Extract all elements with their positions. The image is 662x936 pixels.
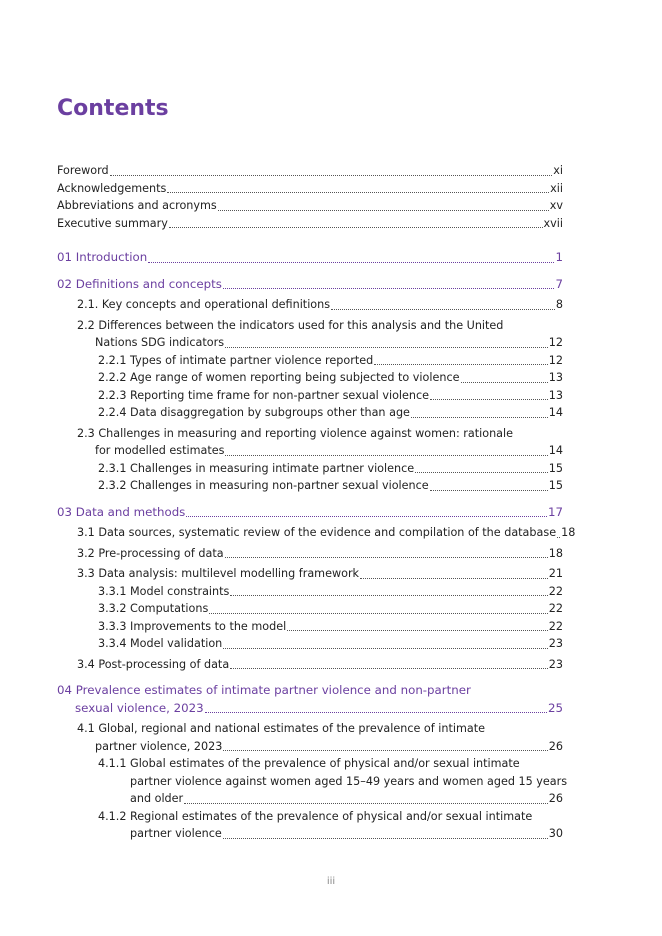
toc-entry-text: 01 Introduction (57, 250, 148, 264)
dot-leader (205, 712, 547, 713)
toc-section-2-2-4[interactable] (57, 404, 563, 422)
toc-entry-text-continued: and older (130, 792, 184, 805)
toc-section-2-2-2[interactable] (57, 369, 563, 387)
toc-entry-text: 3.3 Data analysis: multilevel modelling framework (77, 567, 360, 580)
dot-leader (225, 557, 548, 558)
toc-entry-foreword[interactable] (57, 162, 563, 180)
toc-chapter-prevalence-estimates[interactable] (57, 682, 563, 717)
dot-leader (225, 347, 548, 348)
toc-entry-text-continued: Nations SDG indicators (95, 336, 225, 349)
toc-page-number: 15 (548, 461, 563, 475)
toc-page-number: 22 (548, 584, 563, 598)
dot-leader (557, 537, 560, 538)
toc-page-number: 21 (548, 567, 563, 580)
dot-leader (218, 210, 549, 211)
toc-section-2-2[interactable] (57, 317, 563, 352)
toc-page-number: 26 (548, 739, 563, 753)
toc-entry-text: 3.3.3 Improvements to the model (98, 619, 287, 633)
dot-leader (209, 613, 547, 614)
toc-entry-text: 4.1 Global, regional and national estimates of the prevalence of intimate (77, 722, 485, 735)
dot-leader (223, 288, 555, 289)
toc-entry-text-continued: partner violence against women aged 15–49 years and women aged 15 years (130, 774, 568, 788)
toc-entry-text: 2.3.2 Challenges in measuring non-partner sexual violence (98, 479, 429, 492)
toc-page-number: xii (550, 181, 563, 195)
toc-entry-text: 2.3.1 Challenges in measuring intimate partner violence (98, 461, 415, 475)
toc-entry-text: 3.4 Post-processing of data (77, 657, 230, 671)
toc-entry-text: 3.3.4 Model validation (98, 637, 223, 650)
toc-entry-text: 2.2.3 Reporting time frame for non-partner sexual violence (98, 388, 430, 402)
dot-leader (411, 417, 548, 418)
toc-entry-text-continued: partner violence (130, 827, 222, 840)
toc-section-3-4[interactable] (57, 656, 563, 674)
toc-page-number: 14 (548, 444, 563, 457)
toc-entry-text-continued: for modelled estimates (95, 444, 225, 457)
toc-entry-text: Abbreviations and acronyms (57, 199, 217, 212)
toc-page-number: 26 (548, 792, 563, 805)
toc-section-3-3-4[interactable] (57, 635, 563, 653)
dot-leader (169, 227, 543, 228)
toc-entry-text: 3.1 Data sources, systematic review of the evidence and compilation of the database (77, 526, 557, 539)
toc-page-number: 12 (548, 336, 563, 349)
toc-entry-text: 2.2.2 Age range of women reporting being subjected to violence (98, 371, 460, 384)
toc-section-2-2-3[interactable] (57, 387, 563, 405)
toc-section-3-3-1[interactable] (57, 583, 563, 601)
toc-entry-text-continued: partner violence, 2023 (95, 739, 223, 753)
table-of-contents (57, 162, 576, 843)
dot-leader (230, 595, 547, 596)
toc-section-2-3-1[interactable] (57, 460, 563, 478)
dot-leader (184, 803, 548, 804)
toc-entry-text: 3.3.1 Model constraints (98, 584, 230, 598)
toc-page-number: 25 (547, 700, 563, 715)
dot-leader (223, 750, 547, 751)
dot-leader (374, 364, 548, 365)
toc-page-number: 13 (548, 388, 563, 402)
toc-entry-text: 3.2 Pre-processing of data (77, 546, 224, 560)
toc-entry-text: Acknowledgements (57, 181, 167, 195)
toc-page-number: 22 (548, 602, 563, 615)
dot-leader (430, 490, 548, 491)
toc-page-number: 18 (548, 546, 563, 560)
toc-page-number: 7 (555, 276, 563, 291)
toc-chapter-introduction[interactable] (57, 249, 563, 267)
toc-page-number: 18 (561, 526, 576, 539)
toc-chapter-definitions[interactable] (57, 276, 563, 294)
toc-entry-text: 4.1.2 Regional estimates of the prevalence of physical and/or sexual intimate (98, 809, 533, 823)
toc-page-number: 22 (548, 619, 563, 633)
dot-leader (223, 838, 548, 839)
dot-leader (225, 455, 547, 456)
toc-entry-text: 2.3 Challenges in measuring and reporting violence against women: rationale (77, 426, 514, 440)
page-title: Contents (57, 96, 169, 121)
toc-entry-text: 04 Prevalence estimates of intimate partner violence and non-partner (57, 683, 471, 697)
dot-leader (230, 668, 548, 669)
toc-section-4-1[interactable] (57, 720, 563, 755)
toc-entry-text: 2.2 Differences between the indicators used for this analysis and the United (77, 318, 504, 332)
dot-leader (287, 630, 548, 631)
toc-page-number: 13 (548, 371, 563, 384)
toc-section-2-2-1[interactable] (57, 352, 563, 370)
toc-entry-executive-summary[interactable] (57, 215, 563, 233)
dot-leader (461, 382, 548, 383)
toc-entry-text: 4.1.1 Global estimates of the prevalence of physical and/or sexual intimate (98, 757, 520, 770)
toc-entry-text: Executive summary (57, 216, 168, 230)
toc-section-2-3-2[interactable] (57, 477, 563, 495)
toc-chapter-data-methods[interactable] (57, 504, 563, 522)
toc-entry-text: 02 Definitions and concepts (57, 276, 222, 291)
toc-section-3-3-2[interactable] (57, 600, 563, 618)
toc-page-number: 15 (548, 479, 563, 492)
dot-leader (331, 309, 555, 310)
toc-page-number: 14 (548, 406, 563, 419)
dot-leader (186, 516, 547, 517)
toc-entry-text: 3.3.2 Computations (98, 602, 209, 615)
toc-page-number: 30 (548, 827, 563, 840)
dot-leader (223, 648, 548, 649)
toc-entry-acknowledgements[interactable] (57, 180, 563, 198)
toc-section-3-2[interactable] (57, 545, 563, 563)
toc-page-number: xv (549, 199, 563, 212)
toc-entry-text: 2.2.4 Data disaggregation by subgroups other than age (98, 406, 410, 419)
toc-section-2-3[interactable] (57, 425, 563, 460)
toc-entry-text: 2.2.1 Types of intimate partner violence reported (98, 353, 374, 367)
toc-entry-text: 2.1. Key concepts and operational definitions (77, 298, 331, 311)
toc-page-number: 17 (547, 504, 563, 519)
dot-leader (167, 192, 549, 193)
toc-section-3-3-3[interactable] (57, 618, 563, 636)
dot-leader (415, 472, 548, 473)
toc-section-2-1[interactable] (57, 296, 563, 314)
toc-section-4-1-1[interactable] (57, 755, 568, 808)
toc-page-number: xvii (543, 216, 563, 230)
toc-page-number: 8 (555, 298, 563, 311)
toc-page-number: xi (553, 164, 563, 177)
dot-leader (360, 578, 548, 579)
page-number-footer: iii (326, 876, 336, 887)
toc-section-3-1[interactable] (57, 524, 576, 542)
toc-section-3-3[interactable] (57, 565, 563, 583)
toc-entry-abbreviations[interactable] (57, 197, 563, 215)
toc-page-number: 23 (548, 637, 563, 650)
toc-page-number: 12 (548, 353, 563, 367)
dot-leader (110, 175, 553, 176)
dot-leader (430, 399, 548, 400)
toc-section-4-1-2[interactable] (57, 808, 563, 843)
toc-page-number: 1 (555, 250, 563, 264)
dot-leader (148, 262, 554, 263)
toc-entry-text-continued: sexual violence, 2023 (75, 700, 204, 715)
toc-entry-text: Foreword (57, 164, 109, 177)
toc-page-number: 23 (548, 657, 563, 671)
toc-entry-text: 03 Data and methods (57, 504, 186, 519)
